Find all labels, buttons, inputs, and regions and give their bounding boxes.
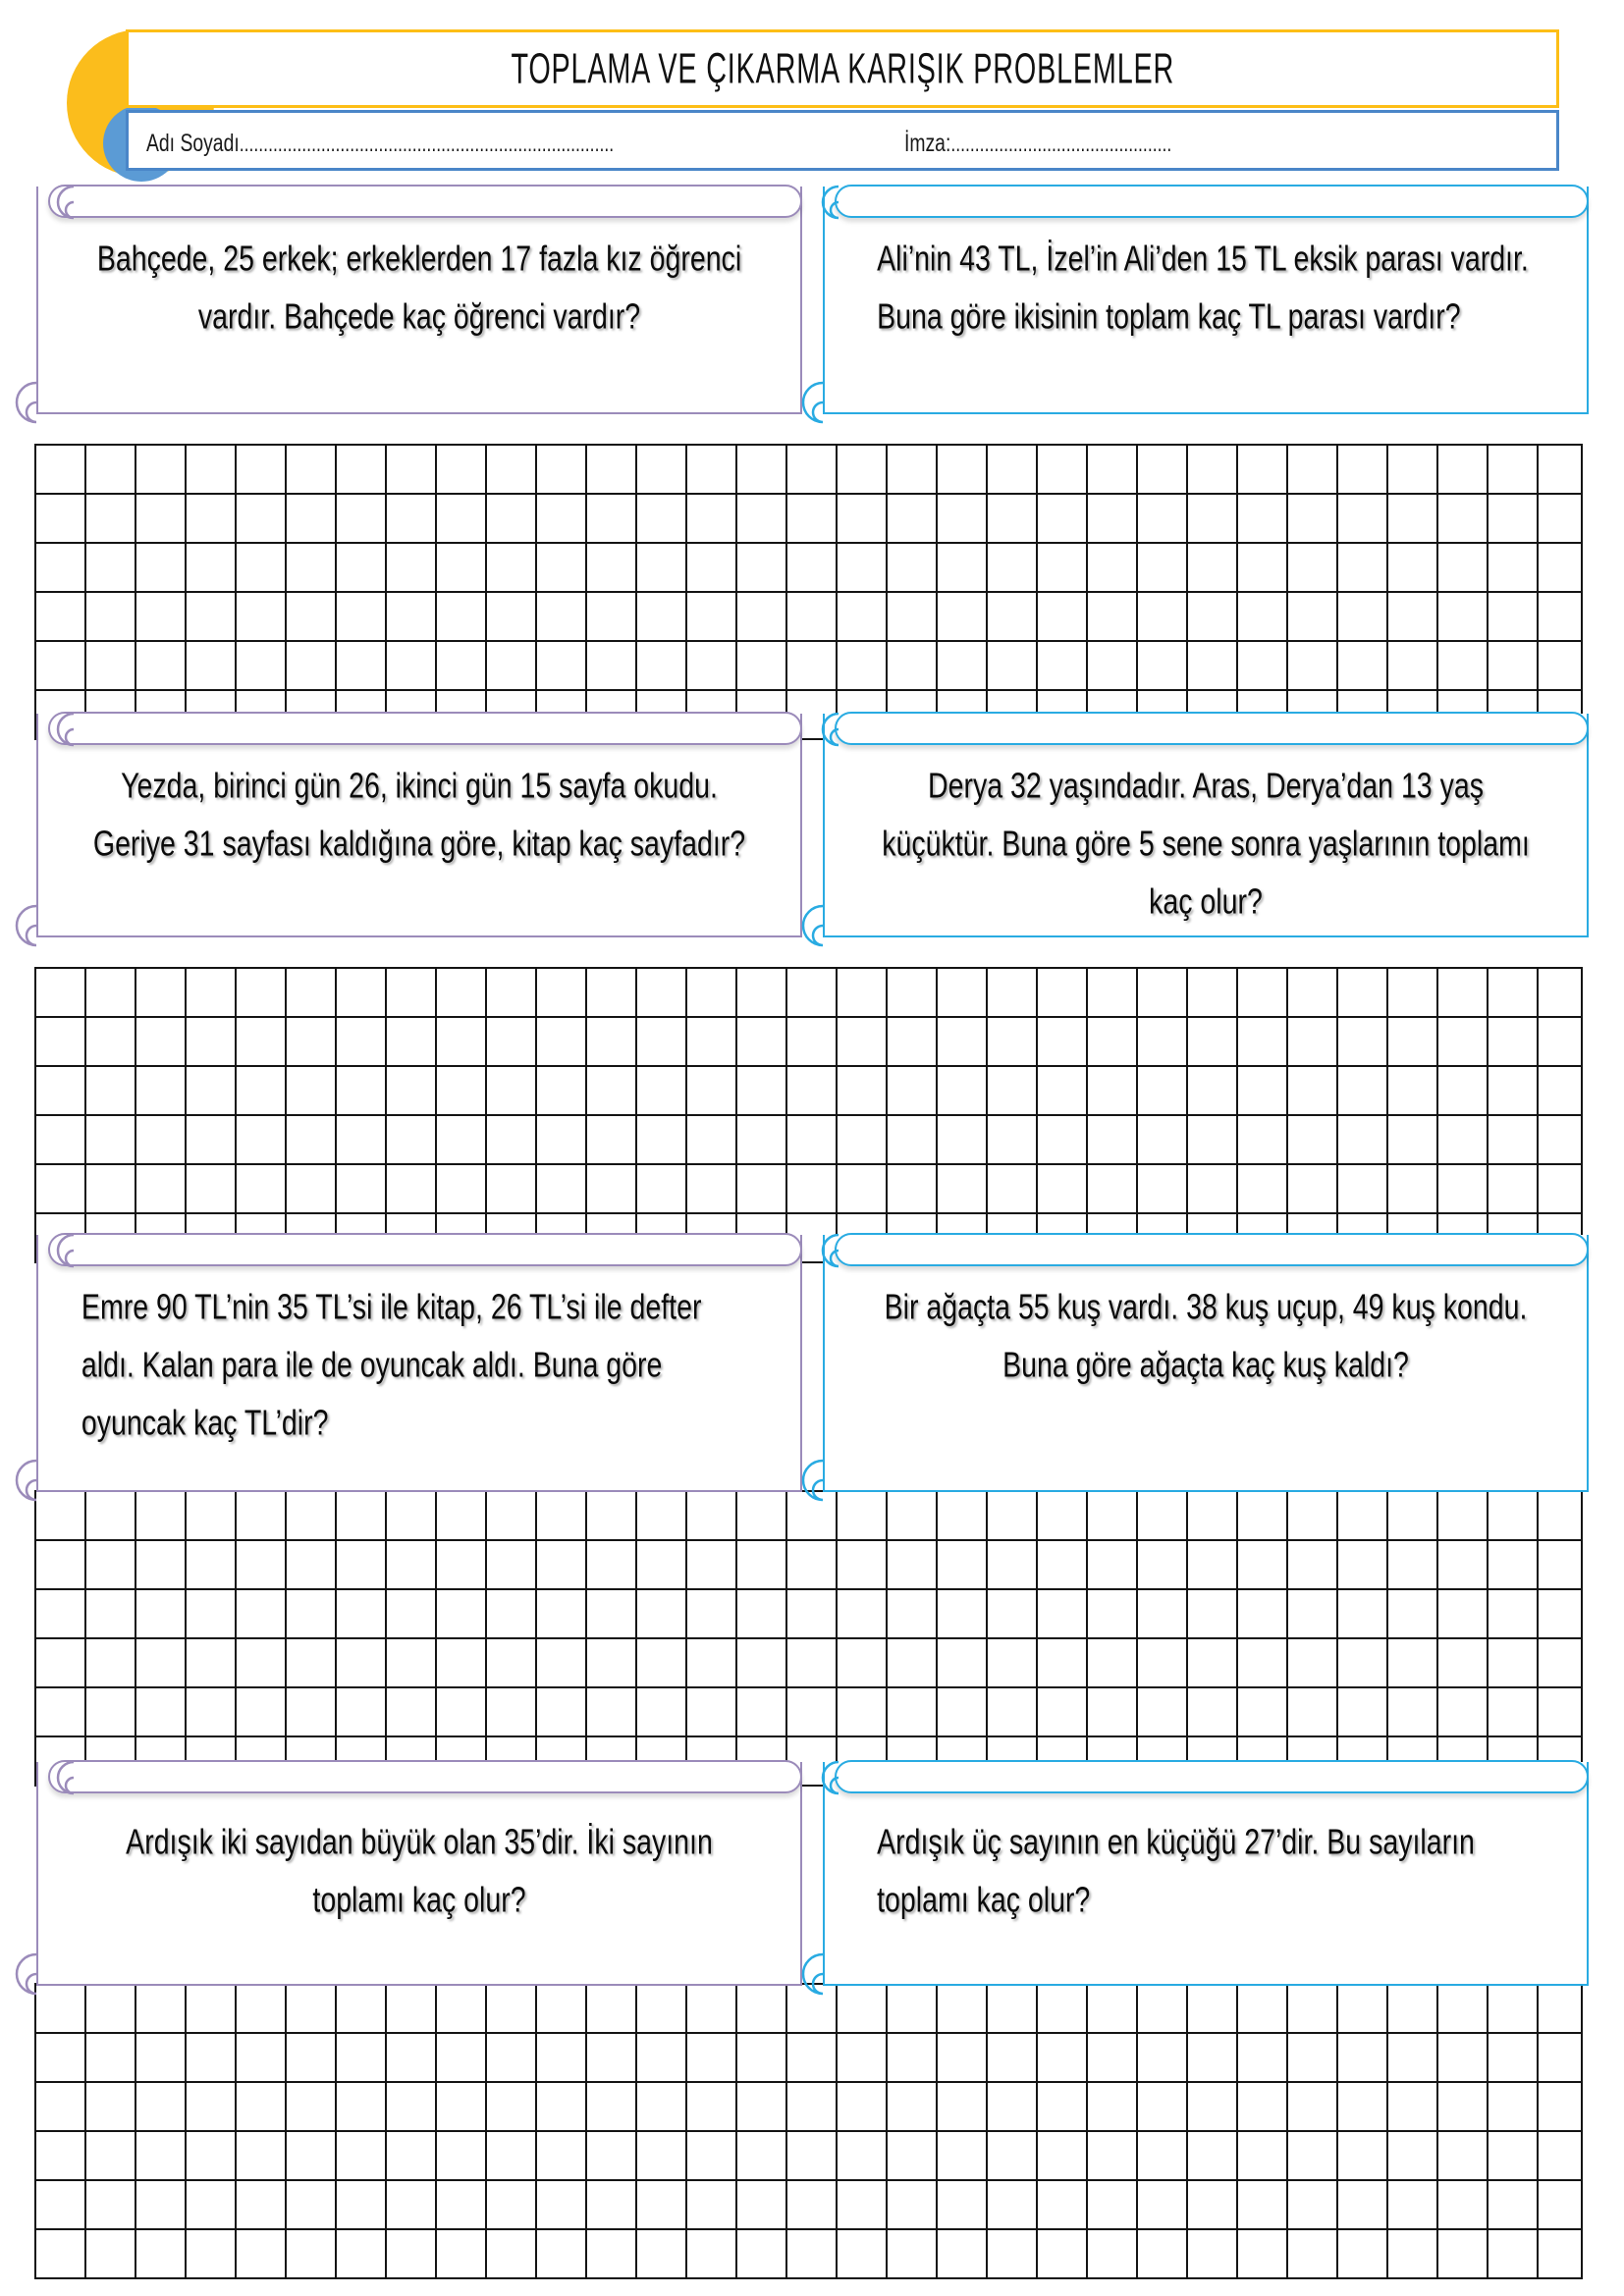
name-field[interactable] [146, 129, 614, 158]
problem-text-1: Bahçede, 25 erkek; erkeklerden 17 fazla kız öğrenci vardır. Bahçede kaç öğrenci vardır? [96, 238, 742, 337]
title-box [126, 29, 1559, 108]
work-grid-1[interactable] [34, 444, 1583, 740]
problem-card-8 [823, 1762, 1589, 1986]
page-title: TOPLAMA VE ÇIKARMA KARIŞIK PROBLEMLER [511, 43, 1174, 93]
problem-card-3 [36, 714, 802, 937]
student-info-box [126, 110, 1559, 171]
name-field-dots: .............................................................................. [239, 132, 615, 157]
signature-field-dots: .............................................. [950, 132, 1172, 157]
problem-text-2: Ali’nin 43 TL, İzel’in Ali’den 15 TL eksik parası vardır. Buna göre ikisinin toplam kaç TL parası vardır? [877, 238, 1529, 337]
scroll-rod [48, 712, 802, 745]
scroll-rod [835, 185, 1589, 218]
work-grid-3[interactable] [34, 1490, 1583, 1787]
problem-card-6 [823, 1235, 1589, 1492]
signature-field-label: İmza: [904, 129, 951, 157]
problem-card-5 [36, 1235, 802, 1492]
work-grid-2[interactable] [34, 967, 1583, 1263]
problem-text-6: Bir ağaçta 55 kuş vardı. 38 kuş uçup, 49 kuş kondu. Buna göre ağaçta kaç kuş kaldı? [884, 1286, 1528, 1385]
problem-card-1 [36, 187, 802, 414]
scroll-rod [835, 1760, 1589, 1793]
problem-text-8: Ardışık üç sayının en küçüğü 27’dir. Bu sayıların toplamı kaç olur? [877, 1821, 1475, 1920]
scroll-rod [835, 1233, 1589, 1266]
scroll-rod [48, 1760, 802, 1793]
problem-text-7: Ardışık iki sayıdan büyük olan 35’dir. İki sayının toplamı kaç olur? [126, 1821, 713, 1920]
name-field-label: Adı Soyadı [146, 129, 240, 157]
problem-card-2 [823, 187, 1589, 414]
problem-text-4: Derya 32 yaşındadır. Aras, Derya’dan 13 yaş küçüktür. Buna göre 5 sene sonra yaşlarının toplamı kaç olur? [882, 765, 1530, 922]
problem-text-5: Emre 90 TL’nin 35 TL’si ile kitap, 26 TL’si ile defter aldı. Kalan para ile de oyuncak aldı. Buna göre oyuncak kaç TL’dir? [81, 1286, 702, 1443]
scroll-rod [48, 1233, 802, 1266]
problem-card-7 [36, 1762, 802, 1986]
problem-card-4 [823, 714, 1589, 937]
signature-field[interactable] [904, 129, 1171, 158]
problem-text-3: Yezda, birinci gün 26, ikinci gün 15 sayfa okudu. Geriye 31 sayfası kaldığına göre, kitap kaç sayfadır? [92, 765, 746, 864]
scroll-rod [835, 712, 1589, 745]
work-grid-4[interactable] [34, 1983, 1583, 2279]
scroll-rod [48, 185, 802, 218]
